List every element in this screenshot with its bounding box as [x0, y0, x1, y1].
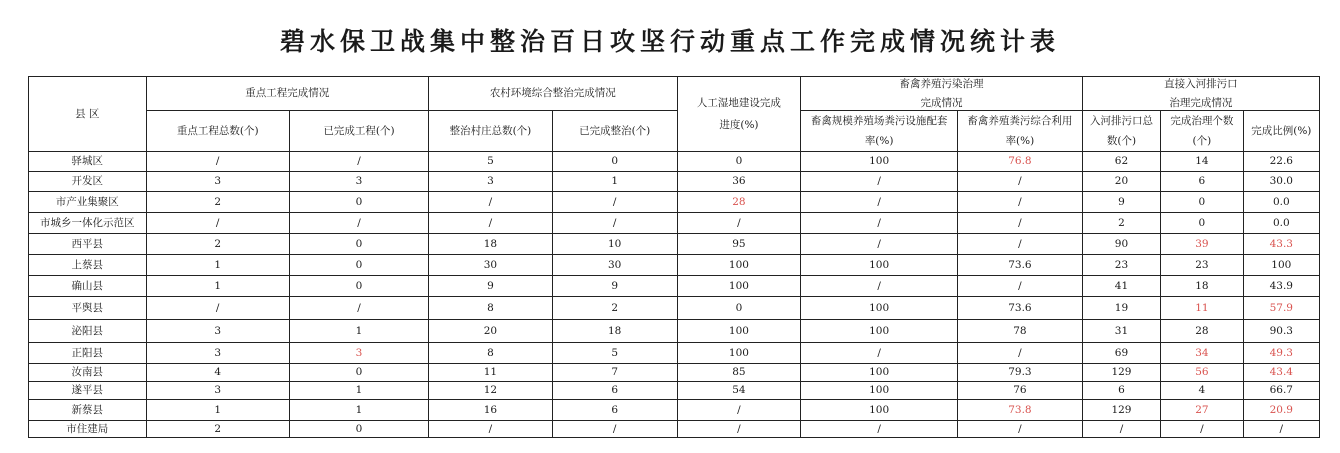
table-cell: 3 — [146, 343, 289, 364]
table-cell: 36 — [677, 172, 801, 192]
table-cell: 0 — [289, 364, 428, 382]
table-cell: 100 — [677, 276, 801, 297]
table-row — [29, 364, 1320, 382]
table-cell: / — [289, 213, 428, 234]
row-county-name: 西平县 — [29, 234, 147, 255]
table-cell: 28 — [1161, 320, 1243, 343]
table-cell: / — [801, 343, 958, 364]
row-county-name: 上蔡县 — [29, 255, 147, 276]
table-cell: / — [801, 234, 958, 255]
row-county-name: 新蔡县 — [29, 400, 147, 421]
table-cell: / — [429, 213, 553, 234]
header-row-2 — [29, 111, 1320, 152]
table-cell: 100 — [801, 364, 958, 382]
table-cell: 12 — [429, 382, 553, 400]
table-cell: 1 — [552, 172, 677, 192]
table-cell: 28 — [677, 192, 801, 213]
table-cell: 11 — [429, 364, 553, 382]
table-cell: 1 — [289, 320, 428, 343]
table-cell: / — [801, 276, 958, 297]
table-cell: 39 — [1161, 234, 1243, 255]
header-outfall — [1082, 77, 1319, 111]
table-cell: 9 — [1082, 192, 1160, 213]
table-cell: / — [958, 213, 1083, 234]
table-cell: 4 — [1161, 382, 1243, 400]
header-livestock — [801, 77, 1082, 111]
table-cell: / — [677, 421, 801, 438]
row-county-name: 平舆县 — [29, 297, 147, 320]
table-cell: 9 — [429, 276, 553, 297]
table-cell: / — [429, 192, 553, 213]
table-cell: 9 — [552, 276, 677, 297]
header-county: 县 区 — [29, 77, 147, 152]
table-cell: 95 — [677, 234, 801, 255]
header-wetland: 人工湿地建设完成进度(%) — [677, 77, 801, 152]
table-row — [29, 276, 1320, 297]
table-cell: 100 — [677, 255, 801, 276]
table-cell: / — [801, 192, 958, 213]
table-cell: / — [146, 213, 289, 234]
table-cell: 2 — [146, 421, 289, 438]
table-cell: 76 — [958, 382, 1083, 400]
header-key-done: 已完成工程(个) — [289, 111, 428, 152]
table-cell: 49.3 — [1243, 343, 1319, 364]
table-cell: / — [289, 297, 428, 320]
table-cell: 0 — [289, 192, 428, 213]
table-cell: 2 — [146, 234, 289, 255]
row-county-name: 汝南县 — [29, 364, 147, 382]
table-row — [29, 255, 1320, 276]
table-cell: 5 — [429, 152, 553, 172]
table-cell: 100 — [801, 320, 958, 343]
table-cell: 2 — [1082, 213, 1160, 234]
table-cell: 73.6 — [958, 297, 1083, 320]
table-cell: 3 — [289, 343, 428, 364]
header-key-projects: 重点工程完成情况 — [146, 77, 429, 111]
header-rural-done: 已完成整治(个) — [552, 111, 677, 152]
table-cell: 100 — [677, 320, 801, 343]
header-outfall-done: 完成治理个数(个) — [1161, 111, 1243, 152]
header-outfall-total: 入河排污口总数(个) — [1082, 111, 1160, 152]
table-cell: 14 — [1161, 152, 1243, 172]
table-body — [29, 152, 1320, 438]
table-cell: 56 — [1161, 364, 1243, 382]
table-cell: 23 — [1161, 255, 1243, 276]
table-cell: 0 — [677, 297, 801, 320]
table-cell: 100 — [801, 255, 958, 276]
table-cell: 18 — [1161, 276, 1243, 297]
table-cell: 73.8 — [958, 400, 1083, 421]
table-cell: 43.4 — [1243, 364, 1319, 382]
table-cell: 22.6 — [1243, 152, 1319, 172]
table-cell: 0 — [1161, 192, 1243, 213]
table-cell: 30.0 — [1243, 172, 1319, 192]
table-cell: 30 — [552, 255, 677, 276]
header-livestock-line2: 完成情况 — [920, 96, 963, 109]
table-cell: 57.9 — [1243, 297, 1319, 320]
table-cell: / — [958, 343, 1083, 364]
table-cell: 100 — [677, 343, 801, 364]
table-row — [29, 192, 1320, 213]
table-cell: 0 — [1161, 213, 1243, 234]
table-cell: 62 — [1082, 152, 1160, 172]
table-cell: / — [1161, 421, 1243, 438]
table-cell: 16 — [429, 400, 553, 421]
table-cell: 76.8 — [958, 152, 1083, 172]
table-cell: / — [958, 234, 1083, 255]
header-outfall-ratio: 完成比例(%) — [1243, 111, 1319, 152]
table-cell: 100 — [801, 400, 958, 421]
table-cell: / — [146, 297, 289, 320]
table-cell: / — [958, 172, 1083, 192]
table-cell: / — [677, 400, 801, 421]
table-cell: 79.3 — [958, 364, 1083, 382]
table-cell: 6 — [1161, 172, 1243, 192]
row-county-name: 市住建局 — [29, 421, 147, 438]
table-cell: / — [958, 192, 1083, 213]
table-cell: 3 — [289, 172, 428, 192]
table-cell: 18 — [429, 234, 553, 255]
table-cell: / — [801, 172, 958, 192]
table-cell: 20 — [1082, 172, 1160, 192]
table-row — [29, 172, 1320, 192]
table-cell: / — [552, 213, 677, 234]
row-county-name: 泌阳县 — [29, 320, 147, 343]
table-cell: 1 — [289, 400, 428, 421]
table-cell: 0 — [289, 255, 428, 276]
table-cell: 43.9 — [1243, 276, 1319, 297]
table-row — [29, 343, 1320, 364]
table-cell: 2 — [146, 192, 289, 213]
table-cell: 54 — [677, 382, 801, 400]
table-cell: 6 — [552, 400, 677, 421]
table-cell: 41 — [1082, 276, 1160, 297]
header-outfall-line1: 直接入河排污口 — [1164, 77, 1238, 90]
table-cell: 23 — [1082, 255, 1160, 276]
table-cell: 4 — [146, 364, 289, 382]
table-cell: 100 — [1243, 255, 1319, 276]
table-cell: 1 — [289, 382, 428, 400]
table-cell: 3 — [146, 172, 289, 192]
table-cell: / — [552, 192, 677, 213]
header-key-total: 重点工程总数(个) — [146, 111, 289, 152]
table-cell: / — [146, 152, 289, 172]
table-cell: / — [801, 213, 958, 234]
table-cell: 10 — [552, 234, 677, 255]
table-cell: 8 — [429, 297, 553, 320]
table-cell: 0 — [289, 276, 428, 297]
row-county-name: 开发区 — [29, 172, 147, 192]
table-cell: 6 — [1082, 382, 1160, 400]
table-cell: / — [1243, 421, 1319, 438]
table-cell: / — [801, 421, 958, 438]
table-row — [29, 382, 1320, 400]
page-title: 碧水保卫战集中整治百日攻坚行动重点工作完成情况统计表 — [279, 27, 1060, 56]
table-row — [29, 234, 1320, 255]
table-row — [29, 152, 1320, 172]
row-county-name: 遂平县 — [29, 382, 147, 400]
table-cell: 8 — [429, 343, 553, 364]
table-cell: 2 — [552, 297, 677, 320]
table-cell: 0 — [289, 234, 428, 255]
header-rural: 农村环境综合整治完成情况 — [429, 77, 678, 111]
table-cell: 7 — [552, 364, 677, 382]
table-row — [29, 400, 1320, 421]
table-cell: 6 — [552, 382, 677, 400]
table-cell: 3 — [146, 382, 289, 400]
row-county-name: 正阳县 — [29, 343, 147, 364]
table-cell: / — [289, 152, 428, 172]
table-cell: 30 — [429, 255, 553, 276]
table-cell: / — [1082, 421, 1160, 438]
row-county-name: 市产业集聚区 — [29, 192, 147, 213]
table-cell: 0 — [289, 421, 428, 438]
header-rural-total: 整治村庄总数(个) — [429, 111, 553, 152]
row-county-name: 确山县 — [29, 276, 147, 297]
table-cell: 0.0 — [1243, 192, 1319, 213]
table-cell: 34 — [1161, 343, 1243, 364]
table-cell: 69 — [1082, 343, 1160, 364]
table-row — [29, 421, 1320, 438]
table-cell: 0 — [677, 152, 801, 172]
table-cell: 20 — [429, 320, 553, 343]
table-cell: 100 — [801, 297, 958, 320]
table-row — [29, 297, 1320, 320]
table-cell: / — [429, 421, 553, 438]
table-cell: 11 — [1161, 297, 1243, 320]
table-cell: 90.3 — [1243, 320, 1319, 343]
statistics-table — [28, 76, 1320, 438]
table-cell: 100 — [801, 382, 958, 400]
table-cell: 3 — [429, 172, 553, 192]
table-cell: 129 — [1082, 400, 1160, 421]
table-cell: 90 — [1082, 234, 1160, 255]
table-cell: 27 — [1161, 400, 1243, 421]
table-cell: 5 — [552, 343, 677, 364]
table-cell: 1 — [146, 255, 289, 276]
row-county-name: 驿城区 — [29, 152, 147, 172]
table-cell: 0.0 — [1243, 213, 1319, 234]
table-cell: 0 — [552, 152, 677, 172]
table-cell: 66.7 — [1243, 382, 1319, 400]
table-cell: 19 — [1082, 297, 1160, 320]
header-livestock-use: 畜禽养殖粪污综合利用率(%) — [958, 111, 1083, 152]
table-cell: 78 — [958, 320, 1083, 343]
header-livestock-rate: 畜禽规模养殖场粪污设施配套率(%) — [801, 111, 958, 152]
table-cell: 3 — [146, 320, 289, 343]
table-cell: 85 — [677, 364, 801, 382]
table-cell: / — [677, 213, 801, 234]
table-cell: 43.3 — [1243, 234, 1319, 255]
header-row-1 — [29, 77, 1320, 111]
table-cell: 73.6 — [958, 255, 1083, 276]
table-cell: / — [552, 421, 677, 438]
table-cell: 18 — [552, 320, 677, 343]
table-cell: 129 — [1082, 364, 1160, 382]
table-row — [29, 213, 1320, 234]
table-cell: 31 — [1082, 320, 1160, 343]
table-row — [29, 320, 1320, 343]
table-cell: 100 — [801, 152, 958, 172]
table-cell: / — [958, 421, 1083, 438]
row-county-name: 市城乡一体化示范区 — [29, 213, 147, 234]
table-cell: 1 — [146, 400, 289, 421]
table-cell: 1 — [146, 276, 289, 297]
header-livestock-line1: 畜禽养殖污染治理 — [899, 77, 984, 90]
table-cell: / — [958, 276, 1083, 297]
header-outfall-line2: 治理完成情况 — [1169, 96, 1233, 109]
table-cell: 20.9 — [1243, 400, 1319, 421]
